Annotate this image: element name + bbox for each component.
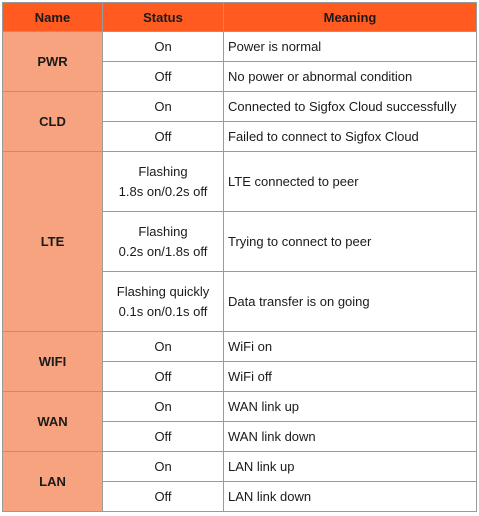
status-cell: On — [103, 332, 224, 362]
meaning-cell: LAN link down — [224, 482, 477, 512]
status-timing: 1.8s on/0.2s off — [118, 183, 208, 199]
status-cell — [103, 212, 224, 272]
meaning-cell: WAN link down — [224, 422, 477, 452]
meaning-cell: WiFi off — [224, 362, 477, 392]
status-cell: On — [103, 452, 224, 482]
header-row — [3, 3, 477, 32]
led-name-wan: WAN — [3, 392, 103, 452]
table-row — [3, 32, 477, 62]
header-meaning: Meaning — [224, 3, 477, 32]
status-cell — [103, 152, 224, 212]
header-status: Status — [103, 3, 224, 32]
meaning-cell: LTE connected to peer — [224, 152, 477, 212]
led-name-wifi: WIFI — [3, 332, 103, 392]
meaning-cell: Power is normal — [224, 32, 477, 62]
status-cell — [103, 272, 224, 332]
meaning-cell: Data transfer is on going — [224, 272, 477, 332]
led-status-table — [2, 2, 477, 512]
status-cell: On — [103, 92, 224, 122]
status-cell: Off — [103, 122, 224, 152]
table-row — [3, 152, 477, 212]
status-cell: Off — [103, 422, 224, 452]
led-name-lan: LAN — [3, 452, 103, 512]
status-timing: 0.2s on/1.8s off — [118, 243, 208, 259]
status-cell: On — [103, 392, 224, 422]
status-cell: Off — [103, 62, 224, 92]
meaning-cell: Trying to connect to peer — [224, 212, 477, 272]
led-name-lte: LTE — [3, 152, 103, 332]
meaning-cell: LAN link up — [224, 452, 477, 482]
status-line: Flashing quickly — [116, 283, 210, 299]
status-cell: On — [103, 32, 224, 62]
table-row — [3, 392, 477, 422]
meaning-cell: Failed to connect to Sigfox Cloud — [224, 122, 477, 152]
status-cell: Off — [103, 362, 224, 392]
status-cell: Off — [103, 482, 224, 512]
meaning-cell: WAN link up — [224, 392, 477, 422]
status-line: Flashing — [138, 223, 188, 239]
table-row — [3, 332, 477, 362]
table-row — [3, 92, 477, 122]
header-name: Name — [3, 3, 103, 32]
led-name-pwr: PWR — [3, 32, 103, 92]
meaning-cell: WiFi on — [224, 332, 477, 362]
table-row — [3, 452, 477, 482]
status-timing: 0.1s on/0.1s off — [118, 303, 208, 319]
led-name-cld: CLD — [3, 92, 103, 152]
meaning-cell: No power or abnormal condition — [224, 62, 477, 92]
meaning-cell: Connected to Sigfox Cloud successfully — [224, 92, 477, 122]
status-line: Flashing — [138, 163, 188, 179]
